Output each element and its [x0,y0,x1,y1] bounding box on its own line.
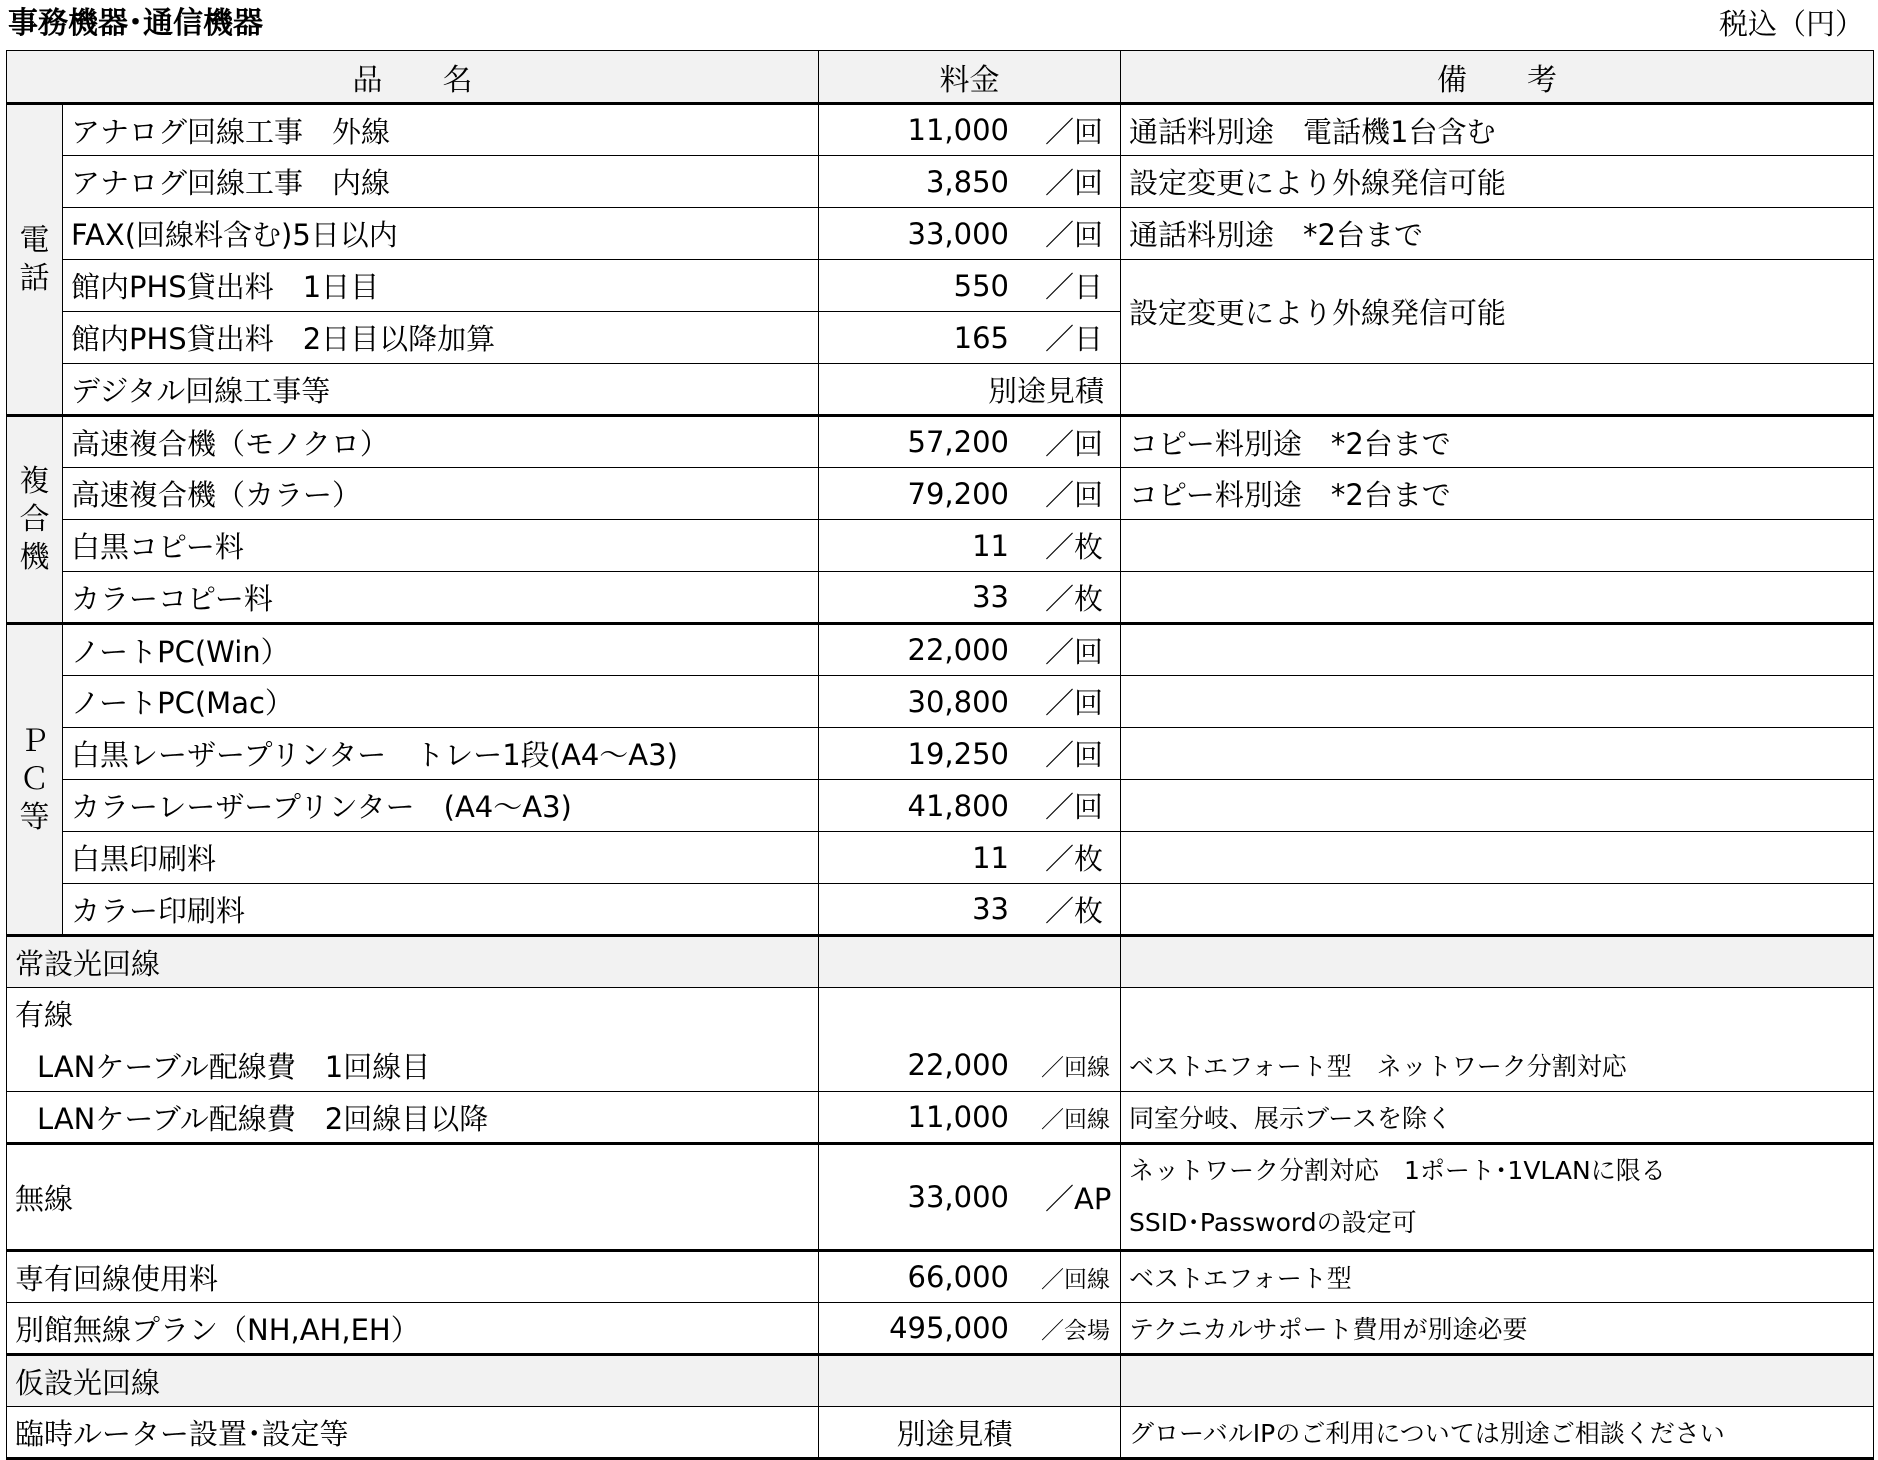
item-cell: ノートPC(Win） [63,624,819,676]
unit: ／枚 [1045,581,1104,616]
table-row [7,988,1874,1040]
remarks-line: ネットワーク分割対応 1ポート･1VLANに限る [1129,1156,1666,1185]
price-table [6,50,1874,1460]
unit: ／日 [1045,322,1104,356]
remarks-cell: 設定変更により外線発信可能 [1121,156,1874,208]
item-cell: アナログ回線工事 内線 [63,156,819,208]
column-header-remarks: 備 考 [1121,51,1874,104]
price-text: 別途見積 [987,373,1104,408]
price-cell [819,1144,1121,1251]
price-cell [819,624,1121,676]
price-cell [819,1407,1121,1459]
item-cell: 無線 [7,1144,819,1251]
item-cell: 高速複合機（モノクロ） [63,416,819,468]
amount: 11,000 [907,113,1009,147]
item-cell: カラーレーザープリンター (A4～A3) [63,780,819,832]
price-cell [819,884,1121,936]
unit: ／会場 [1041,1317,1110,1344]
table-row [7,832,1874,884]
table-row [7,416,1874,468]
item-cell: 白黒レーザープリンター トレー1段(A4～A3) [63,728,819,780]
tax-note: 税込（円） [1718,7,1864,41]
price-cell [819,208,1121,260]
unit: ／回線 [1041,1266,1110,1293]
amount: 550 [953,268,1009,303]
remarks-cell: コピー料別途 *2台まで [1121,468,1874,520]
amount: 30,800 [907,684,1009,719]
remarks-cell: 設定変更により外線発信可能 [1121,260,1874,364]
item-cell: 白黒コピー料 [63,520,819,572]
item-cell: 館内PHS貸出料 2日目以降加算 [63,312,819,364]
table-row [7,1407,1874,1459]
remarks-cell [1121,832,1874,884]
column-header-item: 品 名 [7,51,819,104]
remarks-cell [1121,520,1874,572]
table-row [7,1251,1874,1303]
unit: ／回 [1045,426,1104,461]
amount: 22,000 [907,633,1009,667]
price-cell [819,364,1121,416]
amount: 57,200 [907,425,1009,459]
remarks-cell [1121,936,1874,988]
table-row [7,1144,1874,1251]
price-cell [819,832,1121,884]
item-cell: LANケーブル配線費 2回線目以降 [7,1092,819,1144]
unit: ／回 [1045,478,1104,512]
price-cell [819,1251,1121,1303]
amount: 79,200 [907,476,1009,511]
price-cell [819,520,1121,572]
remarks-cell [1121,988,1874,1040]
amount: 165 [953,320,1009,355]
amount: 33,000 [907,216,1009,251]
remarks-cell [1121,780,1874,832]
price-cell [819,1040,1121,1092]
table-row [7,260,1874,312]
remarks-cell: 通話料別途 *2台まで [1121,208,1874,260]
amount: 22,000 [907,1048,1009,1083]
price-cell [819,780,1121,832]
remarks-cell: テクニカルサポート費用が別途必要 [1121,1303,1874,1355]
unit: ／回 [1045,686,1104,720]
amount: 495,000 [889,1311,1009,1345]
price-cell [819,1355,1121,1407]
table-row [7,624,1874,676]
remarks-cell: 同室分岐、展示ブースを除く [1121,1092,1874,1144]
table-row [7,208,1874,260]
item-cell: 白黒印刷料 [63,832,819,884]
remarks-cell [1121,1355,1874,1407]
category-label: 電話 [19,222,50,296]
table-row [7,936,1874,988]
table-row [7,1303,1874,1355]
price-cell [819,1092,1121,1144]
table-row [7,1355,1874,1407]
item-cell: LANケーブル配線費 1回線目 [7,1040,819,1092]
page-title: 事務機器･通信機器 [8,6,263,41]
remarks-cell: 通話料別途 電話機1台含む [1121,104,1874,156]
amount: 11 [972,528,1009,563]
table-row [7,884,1874,936]
item-cell: 別館無線プラン（NH,AH,EH） [7,1303,819,1355]
table-row [7,468,1874,520]
remarks-cell [1121,572,1874,624]
price-cell [819,468,1121,520]
price-text: 別途見積 [896,1416,1013,1451]
price-cell [819,988,1121,1040]
unit: ／回 [1045,634,1104,669]
table-row [7,364,1874,416]
unit: ／回 [1045,166,1104,200]
remarks-cell [1121,676,1874,728]
item-cell: カラーコピー料 [63,572,819,624]
unit: ／枚 [1045,893,1104,928]
table-row [7,572,1874,624]
amount: 3,850 [925,164,1009,199]
category-label: ＰＣ等 [19,723,50,835]
remarks-cell [1121,728,1874,780]
price-cell [819,156,1121,208]
amount: 33 [972,580,1009,614]
item-cell: ノートPC(Mac） [63,676,819,728]
amount: 33 [972,892,1009,926]
amount: 33,000 [907,1180,1009,1214]
price-cell [819,1303,1121,1355]
table-row [7,104,1874,156]
amount: 66,000 [907,1260,1009,1294]
wired-label: 有線 [7,988,819,1040]
price-cell [819,572,1121,624]
item-cell: 館内PHS貸出料 1日目 [63,260,819,312]
category-label: 複合機 [19,463,50,575]
item-cell: アナログ回線工事 外線 [63,104,819,156]
remarks-cell: ベストエフォート型 ネットワーク分割対応 [1121,1040,1874,1092]
unit: ／回線 [1041,1054,1110,1081]
amount: 41,800 [907,788,1009,823]
section-heading-temp: 仮設光回線 [7,1355,819,1407]
remarks-cell [1121,624,1874,676]
category-pc [7,624,63,936]
section-heading-fiber: 常設光回線 [7,936,819,988]
unit: ／日 [1045,270,1104,304]
remarks-cell: グローバルIPのご利用については別途ご相談ください [1121,1407,1874,1459]
table-row [7,520,1874,572]
unit: ／枚 [1045,530,1104,564]
price-cell [819,312,1121,364]
unit: ／回 [1045,738,1104,772]
remarks-cell: コピー料別途 *2台まで [1121,416,1874,468]
category-phone [7,104,63,416]
item-cell: デジタル回線工事等 [63,364,819,416]
unit: ／回 [1045,790,1104,824]
item-cell: 高速複合機（カラー） [63,468,819,520]
table-row [7,1092,1874,1144]
price-cell [819,104,1121,156]
remarks-cell: ベストエフォート型 [1121,1251,1874,1303]
table-row [7,676,1874,728]
price-cell [819,416,1121,468]
category-copier [7,416,63,624]
table-row [7,780,1874,832]
unit: ／枚 [1045,842,1104,876]
unit: ／回線 [1041,1106,1110,1133]
remarks-cell [1121,884,1874,936]
unit: ／AP [1045,1181,1112,1216]
price-cell [819,676,1121,728]
item-cell: 臨時ルーター設置･設定等 [7,1407,819,1459]
amount: 11 [972,840,1009,875]
column-header-price: 料金 [819,51,1121,104]
amount: 19,250 [907,736,1009,771]
amount: 11,000 [907,1100,1009,1134]
remarks-cell [1121,364,1874,416]
remarks-line: SSID･Passwordの設定可 [1129,1208,1417,1237]
price-cell [819,728,1121,780]
unit: ／回 [1045,218,1104,252]
item-cell: FAX(回線料含む)5日以内 [63,208,819,260]
unit: ／回 [1045,114,1104,149]
table-row [7,156,1874,208]
price-cell [819,936,1121,988]
table-row [7,1040,1874,1092]
remarks-cell [1121,1144,1874,1251]
item-cell: カラー印刷料 [63,884,819,936]
table-row [7,728,1874,780]
price-cell [819,260,1121,312]
item-cell: 専有回線使用料 [7,1251,819,1303]
